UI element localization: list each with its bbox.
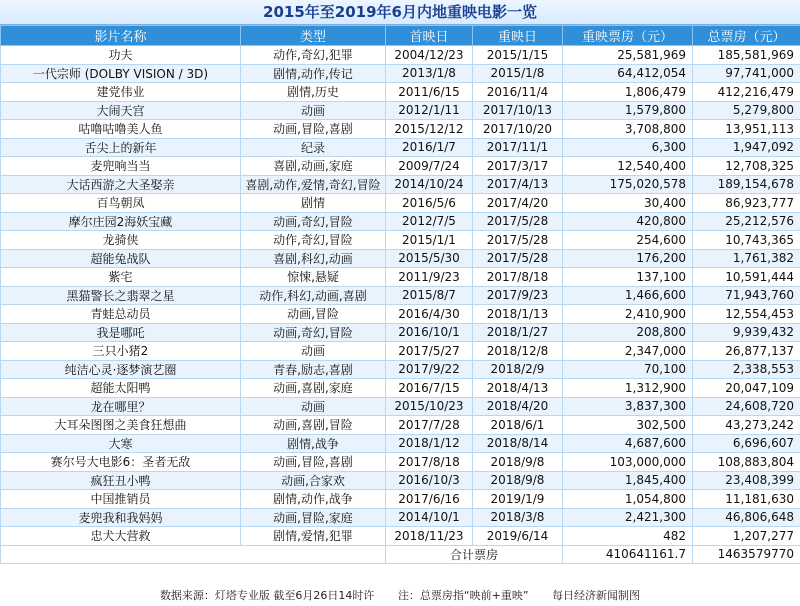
total-overall-cell: 1463579770 — [693, 545, 800, 564]
footer-note: 注：总票房指“映前+重映” — [397, 589, 529, 602]
total-empty-cell — [1, 545, 386, 564]
table-row — [1, 360, 800, 379]
film-name-cell: 大闹天宫 — [1, 101, 241, 120]
premiere-date-cell: 2017/7/28 — [386, 416, 473, 435]
premiere-date-cell: 2018/11/23 — [386, 527, 473, 546]
film-name-cell: 三只小猪2 — [1, 342, 241, 361]
premiere-date-cell: 2014/10/24 — [386, 175, 473, 194]
table-body — [1, 46, 800, 564]
total-box-office-cell: 12,708,325 — [693, 157, 800, 176]
genre-cell: 喜剧,科幻,动画 — [241, 249, 386, 268]
rerelease-date-cell: 2018/1/13 — [473, 305, 563, 324]
total-box-office-cell: 6,696,607 — [693, 434, 800, 453]
rerelease-box-office-cell: 420,800 — [563, 212, 693, 231]
total-box-office-cell: 11,181,630 — [693, 490, 800, 509]
premiere-date-cell: 2017/6/16 — [386, 490, 473, 509]
table-row — [1, 231, 800, 250]
header-row — [1, 26, 800, 46]
total-box-office-cell: 20,047,109 — [693, 379, 800, 398]
rerelease-date-cell: 2017/5/28 — [473, 231, 563, 250]
header-film-name: 影片名称 — [1, 26, 241, 46]
rerelease-box-office-cell: 1,579,800 — [563, 101, 693, 120]
genre-cell: 动画 — [241, 397, 386, 416]
film-name-cell: 疯狂丑小鸭 — [1, 471, 241, 490]
premiere-date-cell: 2017/8/18 — [386, 453, 473, 472]
film-name-cell: 黑猫警长之翡翠之星 — [1, 286, 241, 305]
genre-cell: 剧情,动作,传记 — [241, 64, 386, 83]
table-row — [1, 508, 800, 527]
total-box-office-cell: 43,273,242 — [693, 416, 800, 435]
film-name-cell: 麦兜我和我妈妈 — [1, 508, 241, 527]
total-box-office-cell: 25,212,576 — [693, 212, 800, 231]
header-rerelease-box-office: 重映票房（元） — [563, 26, 693, 46]
table-row — [1, 397, 800, 416]
genre-cell: 动作,奇幻,犯罪 — [241, 46, 386, 65]
premiere-date-cell: 2011/9/23 — [386, 268, 473, 287]
total-rerelease-cell: 410641161.7 — [563, 545, 693, 564]
total-box-office-cell: 1,207,277 — [693, 527, 800, 546]
rerelease-box-office-cell: 3,708,800 — [563, 120, 693, 139]
film-name-cell: 舌尖上的新年 — [1, 138, 241, 157]
genre-cell: 青春,励志,喜剧 — [241, 360, 386, 379]
table-row — [1, 305, 800, 324]
rerelease-date-cell: 2017/5/28 — [473, 212, 563, 231]
premiere-date-cell: 2015/5/30 — [386, 249, 473, 268]
rerelease-date-cell: 2018/2/9 — [473, 360, 563, 379]
rerelease-date-cell: 2017/5/28 — [473, 249, 563, 268]
film-name-cell: 赛尔号大电影6：圣者无敌 — [1, 453, 241, 472]
rerelease-box-office-cell: 2,410,900 — [563, 305, 693, 324]
total-box-office-cell: 10,743,365 — [693, 231, 800, 250]
table-row — [1, 138, 800, 157]
rerelease-table — [0, 25, 800, 564]
film-name-cell: 咕噜咕噜美人鱼 — [1, 120, 241, 139]
total-label: 合计票房 — [386, 545, 563, 564]
film-name-cell: 大耳朵图图之美食狂想曲 — [1, 416, 241, 435]
premiere-date-cell: 2018/1/12 — [386, 434, 473, 453]
table-row — [1, 268, 800, 287]
rerelease-box-office-cell: 1,312,900 — [563, 379, 693, 398]
rerelease-date-cell: 2018/9/8 — [473, 453, 563, 472]
table-row — [1, 379, 800, 398]
premiere-date-cell: 2014/10/1 — [386, 508, 473, 527]
genre-cell: 喜剧,动作,爱情,奇幻,冒险 — [241, 175, 386, 194]
total-box-office-cell: 108,883,804 — [693, 453, 800, 472]
genre-cell: 惊悚,悬疑 — [241, 268, 386, 287]
genre-cell: 动画 — [241, 101, 386, 120]
premiere-date-cell: 2015/12/12 — [386, 120, 473, 139]
table-row — [1, 157, 800, 176]
premiere-date-cell: 2013/1/8 — [386, 64, 473, 83]
total-box-office-cell: 189,154,678 — [693, 175, 800, 194]
total-box-office-cell: 26,877,137 — [693, 342, 800, 361]
header-rerelease-date: 重映日 — [473, 26, 563, 46]
genre-cell: 动画 — [241, 342, 386, 361]
total-box-office-cell: 46,806,648 — [693, 508, 800, 527]
footer-source: 数据来源：灯塔专业版 截至6月26日14时许 — [159, 589, 375, 602]
total-box-office-cell: 86,923,777 — [693, 194, 800, 213]
rerelease-box-office-cell: 1,054,800 — [563, 490, 693, 509]
rerelease-box-office-cell: 12,540,400 — [563, 157, 693, 176]
total-box-office-cell: 97,741,000 — [693, 64, 800, 83]
rerelease-box-office-cell: 25,581,969 — [563, 46, 693, 65]
premiere-date-cell: 2015/10/23 — [386, 397, 473, 416]
premiere-date-cell: 2016/4/30 — [386, 305, 473, 324]
film-name-cell: 青蛙总动员 — [1, 305, 241, 324]
rerelease-date-cell: 2018/3/8 — [473, 508, 563, 527]
genre-cell: 动画,冒险,喜剧 — [241, 120, 386, 139]
genre-cell: 动画,喜剧,冒险 — [241, 416, 386, 435]
rerelease-box-office-cell: 1,466,600 — [563, 286, 693, 305]
rerelease-box-office-cell: 254,600 — [563, 231, 693, 250]
premiere-date-cell: 2009/7/24 — [386, 157, 473, 176]
table-row — [1, 249, 800, 268]
total-box-office-cell: 185,581,969 — [693, 46, 800, 65]
film-name-cell: 建党伟业 — [1, 83, 241, 102]
table-row — [1, 471, 800, 490]
premiere-date-cell: 2004/12/23 — [386, 46, 473, 65]
table-row — [1, 434, 800, 453]
genre-cell: 动画,冒险,家庭 — [241, 508, 386, 527]
film-name-cell: 超能兔战队 — [1, 249, 241, 268]
header-total-box-office: 总票房（元） — [693, 26, 800, 46]
film-name-cell: 忠犬大营救 — [1, 527, 241, 546]
genre-cell: 动作,奇幻,冒险 — [241, 231, 386, 250]
rerelease-date-cell: 2018/6/1 — [473, 416, 563, 435]
film-name-cell: 百鸟朝凤 — [1, 194, 241, 213]
rerelease-box-office-cell: 64,412,054 — [563, 64, 693, 83]
film-name-cell: 大寒 — [1, 434, 241, 453]
premiere-date-cell: 2015/8/7 — [386, 286, 473, 305]
total-box-office-cell: 12,554,453 — [693, 305, 800, 324]
rerelease-box-office-cell: 302,500 — [563, 416, 693, 435]
film-name-cell: 超能太阳鸭 — [1, 379, 241, 398]
table-row — [1, 490, 800, 509]
premiere-date-cell: 2016/7/15 — [386, 379, 473, 398]
rerelease-box-office-cell: 30,400 — [563, 194, 693, 213]
total-box-office-cell: 5,279,800 — [693, 101, 800, 120]
table-row — [1, 323, 800, 342]
genre-cell: 动画,冒险 — [241, 305, 386, 324]
total-box-office-cell: 412,216,479 — [693, 83, 800, 102]
genre-cell: 剧情 — [241, 194, 386, 213]
rerelease-box-office-cell: 6,300 — [563, 138, 693, 157]
film-name-cell: 大话西游之大圣娶亲 — [1, 175, 241, 194]
total-row — [1, 545, 800, 564]
genre-cell: 动画,冒险,喜剧 — [241, 453, 386, 472]
premiere-date-cell: 2016/10/1 — [386, 323, 473, 342]
genre-cell: 喜剧,动画,家庭 — [241, 157, 386, 176]
premiere-date-cell: 2016/10/3 — [386, 471, 473, 490]
rerelease-box-office-cell: 2,347,000 — [563, 342, 693, 361]
rerelease-date-cell: 2017/9/23 — [473, 286, 563, 305]
rerelease-date-cell: 2018/4/20 — [473, 397, 563, 416]
film-name-cell: 紫宅 — [1, 268, 241, 287]
premiere-date-cell: 2017/5/27 — [386, 342, 473, 361]
rerelease-date-cell: 2019/6/14 — [473, 527, 563, 546]
film-name-cell: 龙在哪里？ — [1, 397, 241, 416]
film-name-cell: 我是哪吒 — [1, 323, 241, 342]
table-row — [1, 46, 800, 65]
rerelease-box-office-cell: 2,421,300 — [563, 508, 693, 527]
total-box-office-cell: 24,608,720 — [693, 397, 800, 416]
premiere-date-cell: 2016/1/7 — [386, 138, 473, 157]
rerelease-date-cell: 2019/1/9 — [473, 490, 563, 509]
total-box-office-cell: 9,939,432 — [693, 323, 800, 342]
total-box-office-cell: 13,951,113 — [693, 120, 800, 139]
table-row — [1, 194, 800, 213]
genre-cell: 动作,科幻,动画,喜剧 — [241, 286, 386, 305]
film-name-cell: 纯洁心灵·逐梦演艺圈 — [1, 360, 241, 379]
table-row — [1, 286, 800, 305]
film-name-cell: 功夫 — [1, 46, 241, 65]
table-row — [1, 175, 800, 194]
rerelease-date-cell: 2016/11/4 — [473, 83, 563, 102]
rerelease-box-office-cell: 1,845,400 — [563, 471, 693, 490]
total-box-office-cell: 1,947,092 — [693, 138, 800, 157]
rerelease-box-office-cell: 3,837,300 — [563, 397, 693, 416]
genre-cell: 动画,喜剧,家庭 — [241, 379, 386, 398]
rerelease-date-cell: 2017/11/1 — [473, 138, 563, 157]
rerelease-date-cell: 2017/4/13 — [473, 175, 563, 194]
rerelease-box-office-cell: 70,100 — [563, 360, 693, 379]
table-row — [1, 416, 800, 435]
genre-cell: 纪录 — [241, 138, 386, 157]
rerelease-date-cell: 2015/1/15 — [473, 46, 563, 65]
rerelease-date-cell: 2018/9/8 — [473, 471, 563, 490]
premiere-date-cell: 2015/1/1 — [386, 231, 473, 250]
genre-cell: 剧情,动作,战争 — [241, 490, 386, 509]
rerelease-date-cell: 2018/12/8 — [473, 342, 563, 361]
total-box-office-cell: 2,338,553 — [693, 360, 800, 379]
rerelease-date-cell: 2015/1/8 — [473, 64, 563, 83]
table-row — [1, 453, 800, 472]
footer — [0, 586, 800, 606]
premiere-date-cell: 2012/1/11 — [386, 101, 473, 120]
total-box-office-cell: 10,591,444 — [693, 268, 800, 287]
rerelease-date-cell: 2017/10/13 — [473, 101, 563, 120]
rerelease-box-office-cell: 4,687,600 — [563, 434, 693, 453]
table-row — [1, 101, 800, 120]
genre-cell: 动画,合家欢 — [241, 471, 386, 490]
total-box-office-cell: 71,943,760 — [693, 286, 800, 305]
rerelease-box-office-cell: 482 — [563, 527, 693, 546]
premiere-date-cell: 2012/7/5 — [386, 212, 473, 231]
rerelease-date-cell: 2017/10/20 — [473, 120, 563, 139]
table-row — [1, 212, 800, 231]
premiere-date-cell: 2011/6/15 — [386, 83, 473, 102]
genre-cell: 剧情,战争 — [241, 434, 386, 453]
header-genre: 类型 — [241, 26, 386, 46]
genre-cell: 动画,奇幻,冒险 — [241, 212, 386, 231]
rerelease-date-cell: 2017/3/17 — [473, 157, 563, 176]
footer-credit: 每日经济新闻制图 — [552, 589, 641, 602]
film-name-cell: 一代宗师 (DOLBY VISION / 3D) — [1, 64, 241, 83]
rerelease-date-cell: 2018/1/27 — [473, 323, 563, 342]
table-row — [1, 83, 800, 102]
table-row — [1, 120, 800, 139]
film-name-cell: 摩尔庄园2海妖宝藏 — [1, 212, 241, 231]
rerelease-box-office-cell: 137,100 — [563, 268, 693, 287]
film-name-cell: 中国推销员 — [1, 490, 241, 509]
rerelease-date-cell: 2018/8/14 — [473, 434, 563, 453]
rerelease-box-office-cell: 103,000,000 — [563, 453, 693, 472]
rerelease-date-cell: 2018/4/13 — [473, 379, 563, 398]
page-title: 2015年至2019年6月内地重映电影一览 — [0, 0, 800, 25]
premiere-date-cell: 2016/5/6 — [386, 194, 473, 213]
rerelease-date-cell: 2017/4/20 — [473, 194, 563, 213]
table-row — [1, 527, 800, 546]
film-name-cell: 龙骑侠 — [1, 231, 241, 250]
genre-cell: 剧情,历史 — [241, 83, 386, 102]
total-box-office-cell: 23,408,399 — [693, 471, 800, 490]
table-row — [1, 342, 800, 361]
rerelease-box-office-cell: 175,020,578 — [563, 175, 693, 194]
header-premiere-date: 首映日 — [386, 26, 473, 46]
rerelease-box-office-cell: 208,800 — [563, 323, 693, 342]
rerelease-box-office-cell: 176,200 — [563, 249, 693, 268]
genre-cell: 剧情,爱情,犯罪 — [241, 527, 386, 546]
rerelease-box-office-cell: 1,806,479 — [563, 83, 693, 102]
premiere-date-cell: 2017/9/22 — [386, 360, 473, 379]
film-name-cell: 麦兜响当当 — [1, 157, 241, 176]
table-row — [1, 64, 800, 83]
total-box-office-cell: 1,761,382 — [693, 249, 800, 268]
genre-cell: 动画,奇幻,冒险 — [241, 323, 386, 342]
rerelease-date-cell: 2017/8/18 — [473, 268, 563, 287]
